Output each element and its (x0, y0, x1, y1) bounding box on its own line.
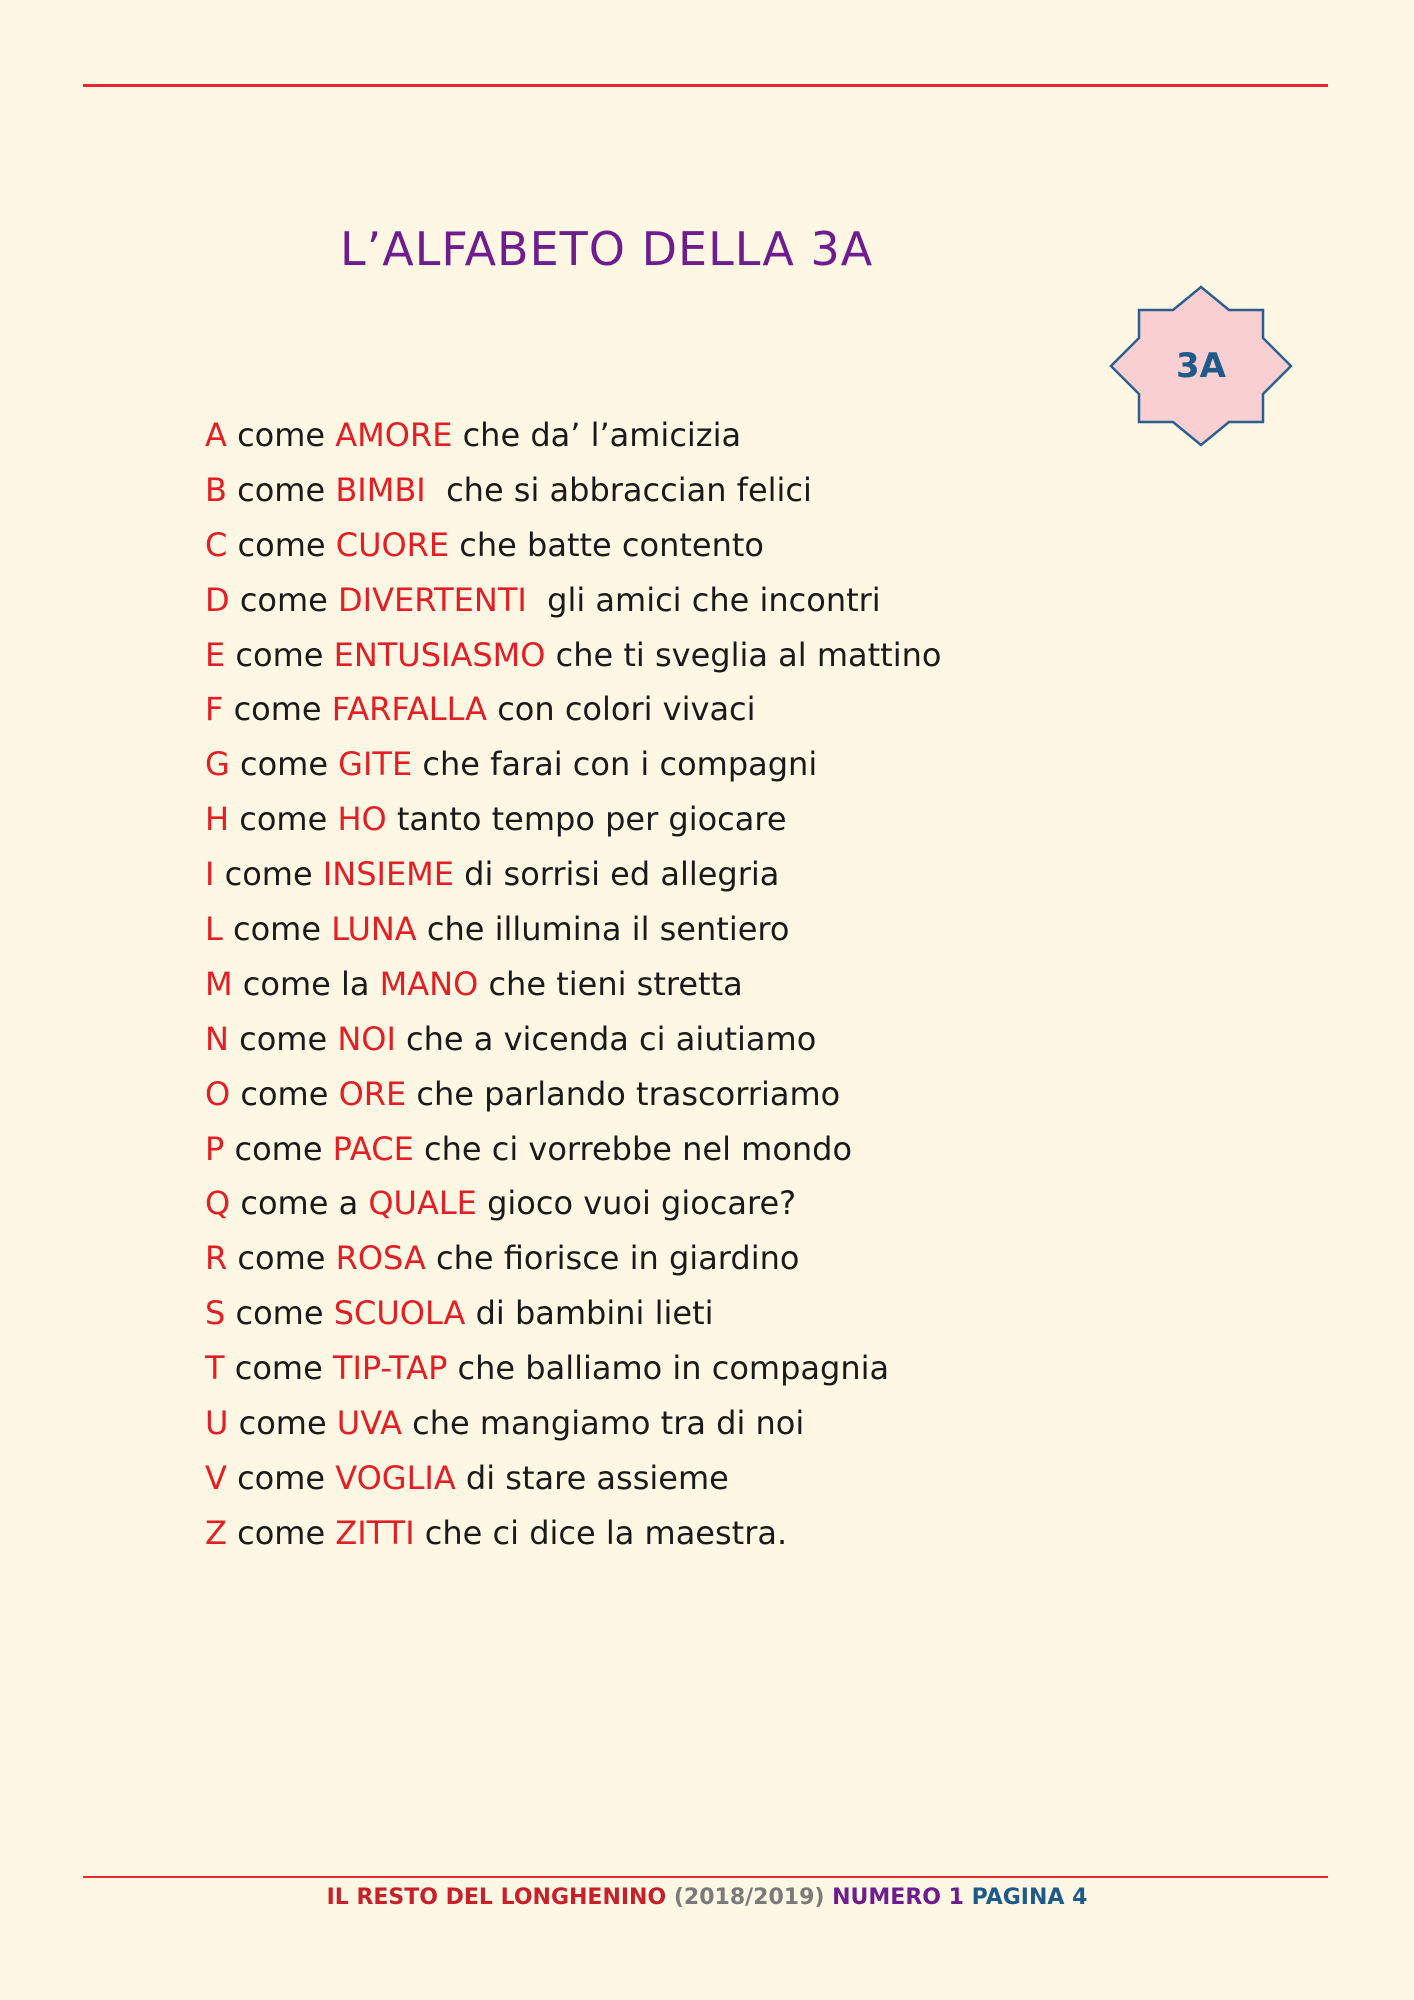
line-text: di bambini lieti (465, 1294, 714, 1333)
line-keyword: BIMBI (335, 470, 426, 509)
footer-issue-number: NUMERO 1 (832, 1885, 964, 1910)
alphabet-line (205, 1341, 941, 1396)
line-keyword: UVA (336, 1404, 402, 1443)
page-title: L’ALFABETO DELLA 3A (340, 222, 874, 276)
line-letter: I (205, 855, 215, 894)
alphabet-line (205, 1176, 941, 1231)
line-connector: come (226, 1513, 336, 1552)
line-letter: B (205, 470, 227, 509)
alphabet-line (205, 1451, 941, 1506)
line-text: che farai con i compagni (412, 745, 818, 784)
alphabet-line (205, 737, 941, 792)
footer-year: (2018/2019) (673, 1885, 825, 1910)
alphabet-line (205, 463, 941, 518)
line-text: che ci vorrebbe nel mondo (413, 1129, 853, 1168)
alphabet-line (205, 1286, 941, 1341)
line-letter: S (205, 1294, 226, 1333)
line-text: che illumina il sentiero (416, 910, 790, 949)
line-letter: D (205, 580, 230, 619)
line-connector: come (226, 416, 336, 454)
line-letter: V (205, 1458, 227, 1497)
line-text: che ci dice la maestra. (414, 1513, 788, 1552)
line-keyword: LUNA (331, 910, 417, 949)
line-letter: C (205, 525, 228, 564)
line-text: gli amici che incontri (526, 580, 881, 619)
line-text: con colori vivaci (487, 690, 756, 729)
alphabet-line (205, 1506, 941, 1561)
line-connector: come (229, 580, 339, 619)
line-text: che a vicenda ci aiutiamo (395, 1019, 817, 1058)
line-text: di stare assieme (455, 1458, 729, 1497)
alphabet-line (205, 1122, 941, 1177)
line-keyword: TIP-TAP (332, 1349, 448, 1388)
line-letter: A (205, 416, 227, 454)
line-text: che da’ l’amicizia (452, 416, 742, 454)
line-connector: come (226, 470, 336, 509)
alphabet-line (205, 792, 941, 847)
line-connector: come (226, 1458, 336, 1497)
alphabet-line (205, 682, 941, 737)
line-letter: H (205, 800, 230, 839)
line-keyword: AMORE (335, 416, 453, 454)
line-keyword: MANO (379, 964, 479, 1003)
line-text: tanto tempo per giocare (386, 800, 787, 839)
alphabet-line (205, 408, 941, 463)
alphabet-line (205, 1012, 941, 1067)
alphabet-line (205, 902, 941, 957)
alphabet-line (205, 1067, 941, 1122)
alphabet-line (205, 847, 941, 902)
footer (0, 1885, 1414, 1910)
line-connector: come (223, 690, 332, 729)
line-letter: Z (205, 1513, 227, 1552)
badge-label: 3A (1176, 346, 1226, 386)
line-text: di sorrisi ed allegria (453, 855, 780, 894)
line-keyword: ZITTI (335, 1513, 415, 1552)
line-letter: U (205, 1404, 229, 1443)
alphabet-line (205, 1396, 941, 1451)
class-badge (1108, 283, 1294, 449)
alphabet-line (205, 518, 941, 573)
line-connector: come (229, 800, 338, 839)
line-connector: come (228, 1019, 338, 1058)
line-letter: P (205, 1129, 225, 1168)
line-keyword: GITE (338, 745, 413, 784)
line-letter: F (205, 690, 224, 729)
line-connector: come (222, 910, 332, 949)
alphabet-line (205, 573, 941, 628)
alphabet-line (205, 1231, 941, 1286)
line-connector: come (225, 1294, 334, 1333)
line-keyword: ROSA (335, 1239, 426, 1278)
line-letter: T (205, 1349, 225, 1388)
line-connector: come a (230, 1184, 369, 1223)
line-text: gioco vuoi giocare? (476, 1184, 797, 1223)
line-keyword: ORE (338, 1074, 407, 1113)
line-text: che balliamo in compagnia (447, 1349, 890, 1388)
line-keyword: DIVERTENTI (338, 580, 527, 619)
line-letter: E (205, 635, 226, 674)
line-text: che mangiamo tra di noi (401, 1404, 805, 1443)
line-connector: come (227, 1239, 336, 1278)
line-connector: come (214, 855, 323, 894)
line-connector: come (224, 1349, 333, 1388)
line-letter: N (205, 1019, 229, 1058)
line-letter: L (205, 910, 223, 949)
line-keyword: SCUOLA (333, 1294, 466, 1333)
line-keyword: PACE (332, 1129, 414, 1168)
line-text: che si abbraccian felici (425, 470, 812, 509)
line-text: che fiorisce in giardino (425, 1239, 800, 1278)
line-connector: come (230, 1074, 339, 1113)
footer-publication-name: IL RESTO DEL LONGHENINO (326, 1885, 667, 1910)
line-keyword: ENTUSIASMO (333, 635, 546, 674)
line-text: che tieni stretta (478, 964, 743, 1003)
footer-page-number: PAGINA 4 (971, 1885, 1088, 1910)
line-connector: come la (232, 964, 380, 1003)
line-keyword: HO (337, 800, 387, 839)
line-keyword: VOGLIA (335, 1458, 456, 1497)
line-letter: G (205, 745, 230, 784)
top-divider (83, 84, 1328, 87)
line-connector: come (224, 1129, 333, 1168)
line-text: che batte contento (449, 525, 764, 564)
line-connector: come (227, 525, 336, 564)
bottom-divider (83, 1876, 1328, 1878)
line-text: che ti sveglia al mattino (545, 635, 942, 674)
line-letter: O (205, 1074, 231, 1113)
line-text: che parlando trascorriamo (406, 1074, 841, 1113)
line-keyword: FARFALLA (331, 690, 488, 729)
alphabet-line (205, 628, 941, 683)
line-letter: M (205, 964, 233, 1003)
line-keyword: CUORE (335, 525, 450, 564)
alphabet-list (205, 408, 941, 1561)
line-letter: Q (205, 1184, 231, 1223)
line-letter: R (205, 1239, 228, 1278)
line-keyword: NOI (337, 1019, 396, 1058)
line-connector: come (229, 745, 339, 784)
line-connector: come (228, 1404, 337, 1443)
line-keyword: QUALE (368, 1184, 477, 1223)
alphabet-line (205, 957, 941, 1012)
line-keyword: INSIEME (322, 855, 454, 894)
line-connector: come (225, 635, 334, 674)
